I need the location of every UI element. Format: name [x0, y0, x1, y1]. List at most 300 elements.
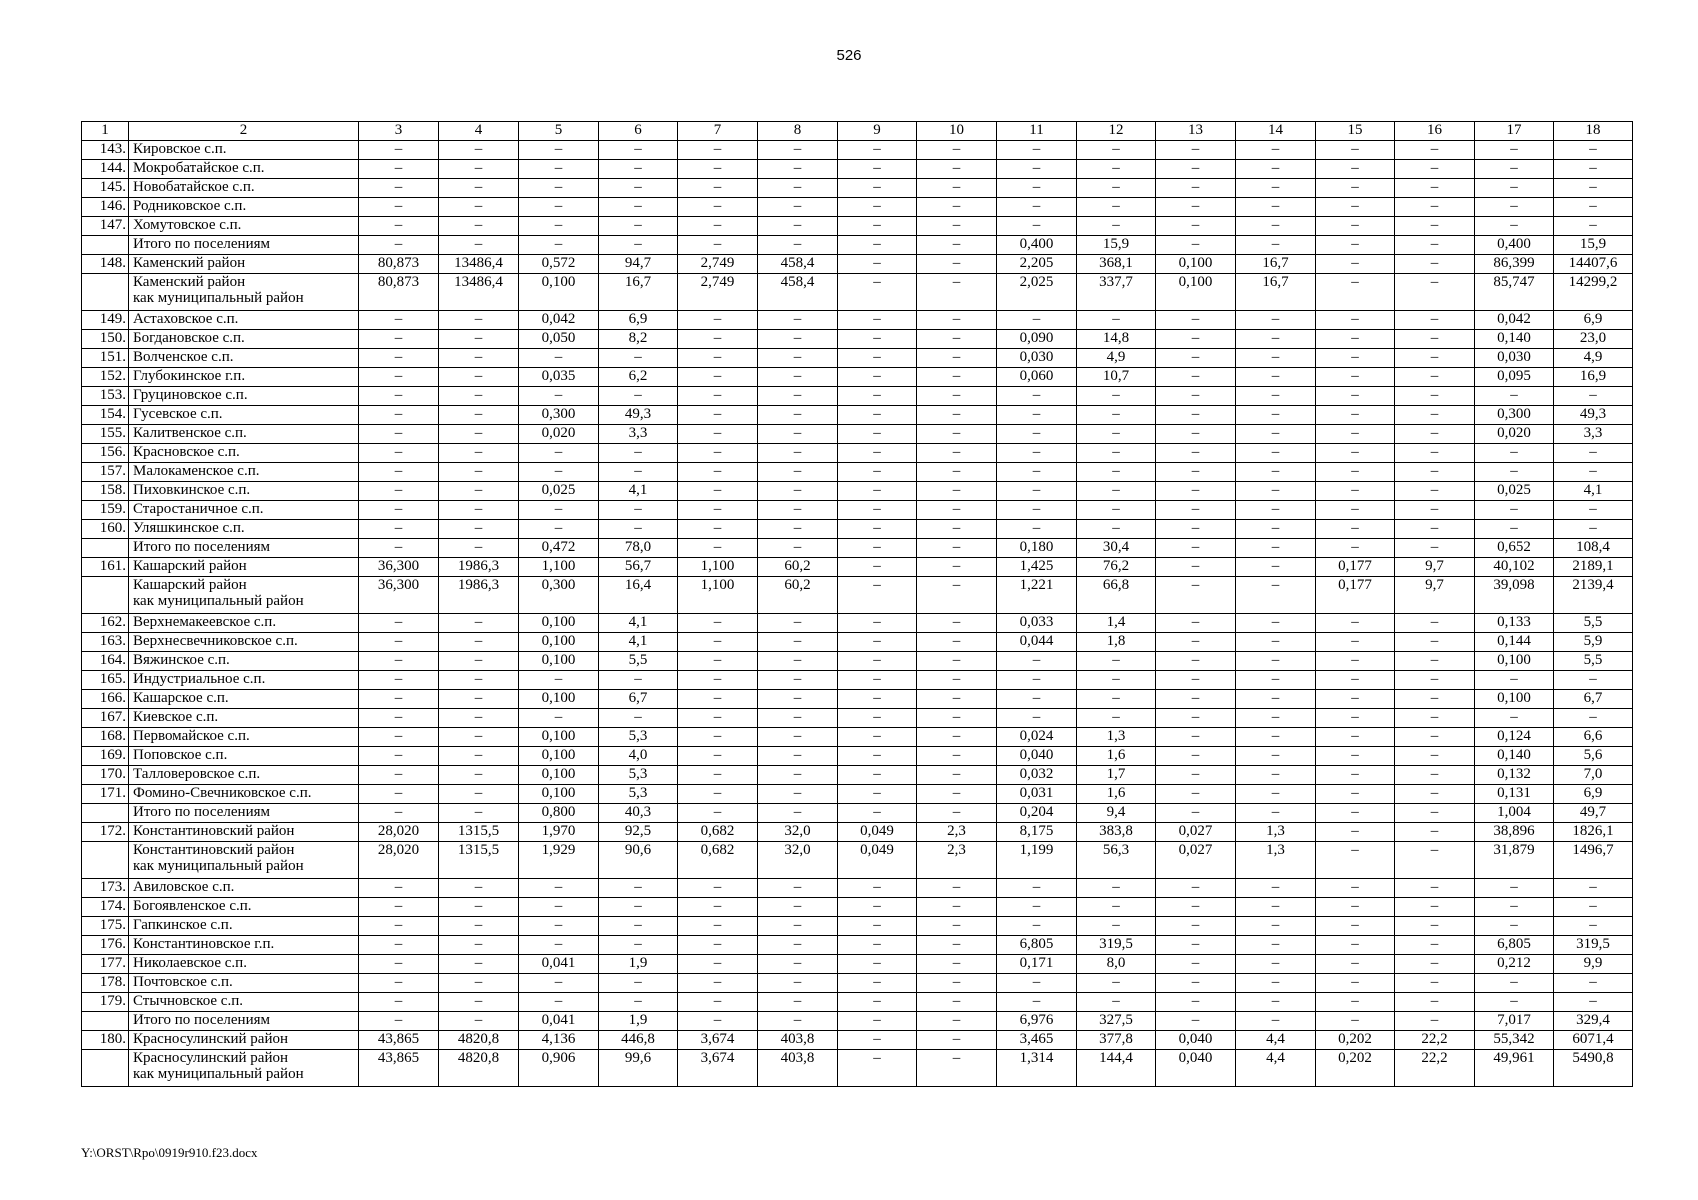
value-cell: –	[917, 614, 997, 633]
value-cell: 0,100	[1475, 652, 1554, 671]
value-cell: –	[359, 236, 439, 255]
value-cell: 1826,1	[1554, 823, 1633, 842]
value-cell: –	[1395, 425, 1475, 444]
value-cell: –	[1395, 217, 1475, 236]
value-cell: –	[758, 198, 838, 217]
value-cell: 16,4	[599, 577, 678, 614]
value-cell: –	[1316, 501, 1395, 520]
table-row	[82, 217, 1633, 236]
row-number-cell: 147.	[82, 217, 129, 236]
row-number-cell: 143.	[82, 141, 129, 160]
name-cell: Индустриальное с.п.	[129, 671, 359, 690]
value-cell: 1315,5	[439, 842, 519, 879]
value-cell: –	[1395, 652, 1475, 671]
value-cell: –	[1156, 387, 1236, 406]
row-number-cell: 150.	[82, 330, 129, 349]
value-cell: –	[359, 709, 439, 728]
value-cell: –	[519, 217, 599, 236]
value-cell: –	[1395, 879, 1475, 898]
value-cell: –	[439, 898, 519, 917]
value-cell: 0,180	[997, 539, 1077, 558]
value-cell: –	[838, 690, 917, 709]
value-cell: –	[1475, 463, 1554, 482]
value-cell: 80,873	[359, 274, 439, 311]
header-cell: 18	[1554, 122, 1633, 141]
value-cell: –	[1236, 785, 1316, 804]
value-cell: –	[838, 1012, 917, 1031]
value-cell: –	[519, 236, 599, 255]
table-row	[82, 368, 1633, 387]
name-cell: Константиновский район как муниципальный район	[129, 842, 359, 879]
value-cell: –	[1554, 898, 1633, 917]
value-cell: 55,342	[1475, 1031, 1554, 1050]
value-cell: –	[838, 160, 917, 179]
value-cell: 43,865	[359, 1050, 439, 1087]
value-cell: 5,9	[1554, 633, 1633, 652]
value-cell: –	[1156, 879, 1236, 898]
value-cell: –	[678, 501, 758, 520]
value-cell: –	[917, 1012, 997, 1031]
value-cell: 0,025	[519, 482, 599, 501]
value-cell: –	[1236, 955, 1316, 974]
header-cell: 13	[1156, 122, 1236, 141]
value-cell: –	[519, 141, 599, 160]
value-cell: –	[678, 217, 758, 236]
value-cell: –	[678, 368, 758, 387]
value-cell: –	[678, 898, 758, 917]
value-cell: –	[1316, 766, 1395, 785]
value-cell: –	[439, 387, 519, 406]
table-row	[82, 198, 1633, 217]
value-cell: –	[439, 633, 519, 652]
value-cell: 1,9	[599, 1012, 678, 1031]
value-cell: –	[917, 482, 997, 501]
table-row	[82, 1050, 1633, 1087]
value-cell: –	[678, 614, 758, 633]
value-cell: –	[1156, 936, 1236, 955]
value-cell: –	[359, 955, 439, 974]
value-cell: –	[1395, 255, 1475, 274]
row-number-cell: 175.	[82, 917, 129, 936]
value-cell: –	[1316, 425, 1395, 444]
table-row	[82, 1031, 1633, 1050]
value-cell: –	[838, 520, 917, 539]
value-cell: –	[917, 330, 997, 349]
value-cell: 403,8	[758, 1031, 838, 1050]
value-cell: –	[359, 520, 439, 539]
header-cell: 14	[1236, 122, 1316, 141]
value-cell: 22,2	[1395, 1031, 1475, 1050]
value-cell: –	[1316, 539, 1395, 558]
value-cell: 1,4	[1077, 614, 1156, 633]
value-cell: 0,100	[1156, 274, 1236, 311]
row-number-cell: 172.	[82, 823, 129, 842]
value-cell: –	[1077, 160, 1156, 179]
value-cell: 28,020	[359, 842, 439, 879]
value-cell: –	[1236, 520, 1316, 539]
value-cell: –	[1236, 633, 1316, 652]
value-cell: –	[997, 671, 1077, 690]
value-cell: 0,100	[519, 766, 599, 785]
value-cell: –	[439, 974, 519, 993]
value-cell: –	[758, 425, 838, 444]
value-cell: –	[1236, 198, 1316, 217]
value-cell: 40,3	[599, 804, 678, 823]
value-cell: 4,9	[1077, 349, 1156, 368]
value-cell: 0,049	[838, 842, 917, 879]
value-cell: 7,0	[1554, 766, 1633, 785]
value-cell: 56,3	[1077, 842, 1156, 879]
row-number-cell: 161.	[82, 558, 129, 577]
value-cell: –	[997, 160, 1077, 179]
value-cell: –	[917, 141, 997, 160]
value-cell: –	[1316, 463, 1395, 482]
value-cell: –	[1316, 236, 1395, 255]
value-cell: 36,300	[359, 558, 439, 577]
value-cell: –	[1156, 349, 1236, 368]
value-cell: –	[439, 311, 519, 330]
name-cell: Груциновское с.п.	[129, 387, 359, 406]
value-cell: –	[1156, 501, 1236, 520]
header-cell: 11	[997, 122, 1077, 141]
value-cell: –	[359, 406, 439, 425]
value-cell: 6,2	[599, 368, 678, 387]
value-cell: 0,042	[1475, 311, 1554, 330]
value-cell: –	[758, 160, 838, 179]
value-cell: –	[1475, 898, 1554, 917]
value-cell: 0,090	[997, 330, 1077, 349]
value-cell: –	[1554, 974, 1633, 993]
header-cell: 16	[1395, 122, 1475, 141]
value-cell: –	[838, 444, 917, 463]
value-cell: 0,202	[1316, 1031, 1395, 1050]
value-cell: –	[917, 520, 997, 539]
value-cell: 1,3	[1077, 728, 1156, 747]
value-cell: 0,100	[519, 633, 599, 652]
value-cell: –	[1395, 179, 1475, 198]
value-cell: 0,030	[997, 349, 1077, 368]
value-cell: –	[1077, 463, 1156, 482]
value-cell: –	[838, 577, 917, 614]
value-cell: –	[359, 633, 439, 652]
value-cell: –	[758, 955, 838, 974]
value-cell: 49,3	[599, 406, 678, 425]
table-row	[82, 671, 1633, 690]
value-cell: –	[519, 160, 599, 179]
value-cell: 2,3	[917, 823, 997, 842]
value-cell: 0,202	[1316, 1050, 1395, 1087]
value-cell: –	[439, 652, 519, 671]
value-cell: –	[1554, 993, 1633, 1012]
value-cell: 5,5	[1554, 652, 1633, 671]
value-cell: –	[758, 690, 838, 709]
value-cell: –	[917, 406, 997, 425]
value-cell: –	[838, 425, 917, 444]
value-cell: –	[758, 387, 838, 406]
value-cell: –	[838, 198, 917, 217]
table-row	[82, 709, 1633, 728]
value-cell: –	[917, 955, 997, 974]
value-cell: –	[1316, 349, 1395, 368]
value-cell: –	[997, 444, 1077, 463]
value-cell: 0,300	[1475, 406, 1554, 425]
value-cell: 0,025	[1475, 482, 1554, 501]
value-cell: 0,050	[519, 330, 599, 349]
value-cell: –	[1395, 804, 1475, 823]
value-cell: –	[758, 993, 838, 1012]
value-cell: –	[1316, 974, 1395, 993]
value-cell: 6,976	[997, 1012, 1077, 1031]
value-cell: –	[758, 463, 838, 482]
value-cell: –	[1156, 179, 1236, 198]
value-cell: 5,3	[599, 766, 678, 785]
value-cell: –	[1236, 709, 1316, 728]
value-cell: –	[1156, 236, 1236, 255]
value-cell: 30,4	[1077, 539, 1156, 558]
name-cell: Вяжинское с.п.	[129, 652, 359, 671]
row-number-cell: 145.	[82, 179, 129, 198]
value-cell: 6,9	[599, 311, 678, 330]
value-cell: 0,100	[1475, 690, 1554, 709]
value-cell: –	[917, 501, 997, 520]
value-cell: –	[359, 463, 439, 482]
value-cell: –	[1236, 141, 1316, 160]
row-number-cell: 167.	[82, 709, 129, 728]
value-cell: –	[359, 974, 439, 993]
value-cell: –	[1156, 633, 1236, 652]
row-number-cell: 149.	[82, 311, 129, 330]
value-cell: –	[1236, 558, 1316, 577]
value-cell: –	[838, 501, 917, 520]
value-cell: 403,8	[758, 1050, 838, 1087]
value-cell: –	[838, 141, 917, 160]
value-cell: –	[1475, 917, 1554, 936]
value-cell: –	[439, 217, 519, 236]
value-cell: –	[1554, 387, 1633, 406]
value-cell: –	[758, 728, 838, 747]
value-cell: 3,674	[678, 1031, 758, 1050]
value-cell: –	[1395, 785, 1475, 804]
value-cell: –	[359, 898, 439, 917]
value-cell: –	[439, 179, 519, 198]
name-cell: Константиновский район	[129, 823, 359, 842]
row-number-cell: 177.	[82, 955, 129, 974]
value-cell: –	[838, 368, 917, 387]
value-cell: –	[1316, 406, 1395, 425]
value-cell: 0,100	[1156, 255, 1236, 274]
value-cell: 22,2	[1395, 1050, 1475, 1087]
value-cell: 23,0	[1554, 330, 1633, 349]
name-cell: Итого по поселениям	[129, 1012, 359, 1031]
value-cell: 0,652	[1475, 539, 1554, 558]
name-cell: Каменский район как муниципальный район	[129, 274, 359, 311]
value-cell: –	[439, 917, 519, 936]
name-cell: Хомутовское с.п.	[129, 217, 359, 236]
value-cell: –	[678, 406, 758, 425]
value-cell: –	[917, 160, 997, 179]
value-cell: –	[838, 311, 917, 330]
value-cell: –	[599, 141, 678, 160]
table-row	[82, 406, 1633, 425]
data-table	[81, 121, 1633, 1087]
value-cell: 10,7	[1077, 368, 1156, 387]
header-cell: 1	[82, 122, 129, 141]
value-cell: –	[439, 501, 519, 520]
value-cell: 60,2	[758, 577, 838, 614]
value-cell: –	[917, 217, 997, 236]
value-cell: 0,100	[519, 652, 599, 671]
value-cell: 1,004	[1475, 804, 1554, 823]
value-cell: 0,033	[997, 614, 1077, 633]
value-cell: –	[758, 1012, 838, 1031]
value-cell: –	[1316, 444, 1395, 463]
table-row	[82, 993, 1633, 1012]
value-cell: –	[359, 936, 439, 955]
row-number-cell: 164.	[82, 652, 129, 671]
value-cell: –	[838, 747, 917, 766]
value-cell: –	[519, 898, 599, 917]
value-cell: 66,8	[1077, 577, 1156, 614]
row-number-cell: 174.	[82, 898, 129, 917]
value-cell: –	[1316, 255, 1395, 274]
name-cell: Итого по поселениям	[129, 804, 359, 823]
value-cell: –	[838, 463, 917, 482]
value-cell: 4820,8	[439, 1050, 519, 1087]
value-cell: 31,879	[1475, 842, 1554, 879]
value-cell: –	[519, 520, 599, 539]
value-cell: 0,040	[997, 747, 1077, 766]
value-cell: –	[1395, 160, 1475, 179]
value-cell: 1496,7	[1554, 842, 1633, 879]
value-cell: –	[599, 974, 678, 993]
value-cell: –	[439, 330, 519, 349]
value-cell: 2139,4	[1554, 577, 1633, 614]
value-cell: 446,8	[599, 1031, 678, 1050]
value-cell: –	[678, 444, 758, 463]
name-cell: Гусевское с.п.	[129, 406, 359, 425]
value-cell: 5,5	[599, 652, 678, 671]
value-cell: –	[678, 349, 758, 368]
value-cell: 40,102	[1475, 558, 1554, 577]
value-cell: –	[1316, 311, 1395, 330]
name-cell: Кашарское с.п.	[129, 690, 359, 709]
value-cell: –	[758, 311, 838, 330]
value-cell: 1,7	[1077, 766, 1156, 785]
value-cell: –	[838, 804, 917, 823]
value-cell: –	[1156, 804, 1236, 823]
value-cell: –	[519, 709, 599, 728]
table-row	[82, 349, 1633, 368]
value-cell: –	[1316, 387, 1395, 406]
value-cell: –	[917, 993, 997, 1012]
value-cell: 0,400	[1475, 236, 1554, 255]
value-cell: –	[1554, 501, 1633, 520]
value-cell: –	[1475, 974, 1554, 993]
value-cell: –	[1077, 879, 1156, 898]
row-number-cell: 176.	[82, 936, 129, 955]
value-cell: –	[678, 652, 758, 671]
value-cell: 0,131	[1475, 785, 1554, 804]
value-cell: –	[439, 879, 519, 898]
value-cell: –	[359, 879, 439, 898]
value-cell: –	[1236, 652, 1316, 671]
value-cell: 1,8	[1077, 633, 1156, 652]
value-cell: –	[1156, 917, 1236, 936]
value-cell: 1,970	[519, 823, 599, 842]
value-cell: 2,205	[997, 255, 1077, 274]
value-cell: –	[1554, 917, 1633, 936]
value-cell: –	[1156, 425, 1236, 444]
value-cell: –	[917, 179, 997, 198]
value-cell: –	[1236, 728, 1316, 747]
value-cell: –	[917, 728, 997, 747]
value-cell: 4,1	[599, 633, 678, 652]
value-cell: –	[1077, 520, 1156, 539]
value-cell: –	[1236, 898, 1316, 917]
page-number: 526	[836, 47, 862, 64]
value-cell: –	[838, 539, 917, 558]
value-cell: –	[599, 879, 678, 898]
value-cell: –	[1156, 785, 1236, 804]
value-cell: 0,212	[1475, 955, 1554, 974]
value-cell: –	[1156, 558, 1236, 577]
value-cell: –	[1236, 311, 1316, 330]
value-cell: –	[917, 898, 997, 917]
row-number-cell	[82, 804, 129, 823]
value-cell: 2,749	[678, 274, 758, 311]
value-cell: –	[599, 236, 678, 255]
value-cell: 13486,4	[439, 274, 519, 311]
value-cell: –	[838, 1031, 917, 1050]
value-cell: –	[439, 747, 519, 766]
table-row	[82, 179, 1633, 198]
name-cell: Уляшкинское с.п.	[129, 520, 359, 539]
table-row	[82, 785, 1633, 804]
value-cell: –	[1316, 482, 1395, 501]
value-cell: –	[758, 217, 838, 236]
value-cell: –	[519, 993, 599, 1012]
value-cell: –	[519, 349, 599, 368]
value-cell: 0,041	[519, 1012, 599, 1031]
name-cell: Талловеровское с.п.	[129, 766, 359, 785]
value-cell: –	[1395, 368, 1475, 387]
value-cell: –	[1316, 330, 1395, 349]
value-cell: –	[1236, 804, 1316, 823]
value-cell: 0,906	[519, 1050, 599, 1087]
value-cell: –	[599, 463, 678, 482]
row-number-cell: 173.	[82, 879, 129, 898]
value-cell: –	[599, 217, 678, 236]
value-cell: –	[439, 671, 519, 690]
value-cell: –	[1316, 709, 1395, 728]
value-cell: –	[758, 974, 838, 993]
name-cell: Первомайское с.п.	[129, 728, 359, 747]
name-cell: Красносулинский район как муниципальный район	[129, 1050, 359, 1087]
value-cell: –	[1554, 879, 1633, 898]
value-cell: –	[917, 1031, 997, 1050]
table-row	[82, 747, 1633, 766]
value-cell: –	[838, 406, 917, 425]
name-cell: Николаевское с.п.	[129, 955, 359, 974]
name-cell: Стычновское с.п.	[129, 993, 359, 1012]
value-cell: –	[439, 463, 519, 482]
name-cell: Кашарский район	[129, 558, 359, 577]
value-cell: –	[439, 160, 519, 179]
value-cell: 0,049	[838, 823, 917, 842]
value-cell: –	[838, 349, 917, 368]
value-cell: –	[838, 255, 917, 274]
value-cell: –	[359, 917, 439, 936]
